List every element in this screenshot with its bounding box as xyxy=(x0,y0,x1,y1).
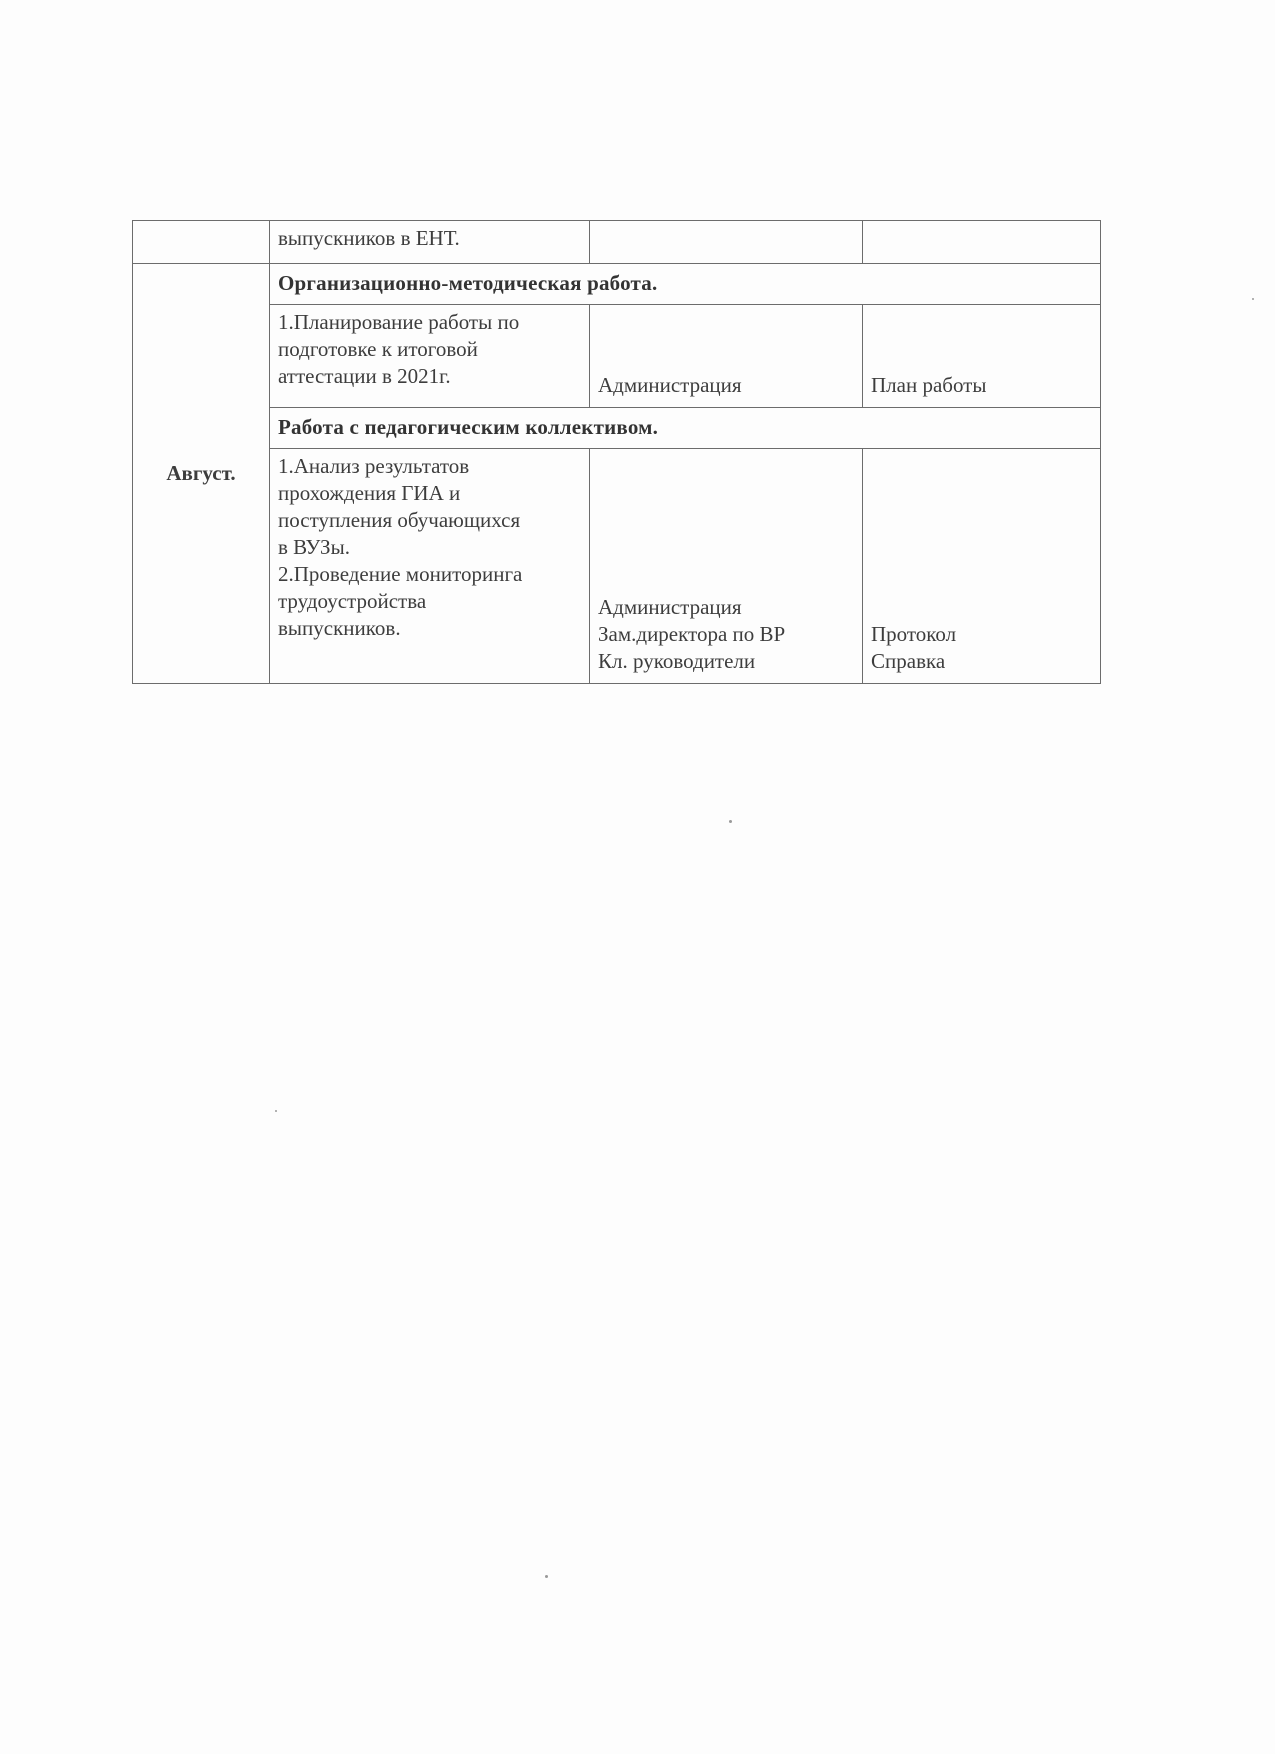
responsible-cell xyxy=(590,305,863,408)
result-cell xyxy=(863,221,1101,264)
responsible-line: Администрация xyxy=(598,373,742,397)
month-cell xyxy=(133,264,270,684)
section-title xyxy=(270,264,1101,305)
section-header-row xyxy=(133,264,1101,305)
result-line: Справка xyxy=(871,649,946,673)
scan-speck xyxy=(545,1575,548,1578)
result-cell xyxy=(863,449,1101,684)
content-line: 1.Анализ результатов xyxy=(278,454,470,478)
content-line: 1.Планирование работы по xyxy=(278,310,520,334)
responsible-line: Администрация xyxy=(598,595,742,619)
result-line: Протокол xyxy=(871,622,957,646)
work-plan-table xyxy=(132,220,1101,684)
month-label: Август. xyxy=(166,461,236,485)
result-line: План работы xyxy=(871,373,987,397)
content-cell xyxy=(270,221,590,264)
content-line: 2.Проведение мониторинга xyxy=(278,562,523,586)
content-line: в ВУЗы. xyxy=(278,535,350,559)
content-line: трудоустройства xyxy=(278,589,427,613)
section-title-text: Работа с педагогическим коллективом. xyxy=(278,415,659,439)
section-header-row xyxy=(133,408,1101,449)
content-line: подготовке к итоговой xyxy=(278,337,478,361)
month-cell-empty xyxy=(133,221,270,264)
scan-speck xyxy=(729,820,732,823)
responsible-line: Зам.директора по ВР xyxy=(598,622,786,646)
responsible-cell xyxy=(590,449,863,684)
content-line: аттестации в 2021г. xyxy=(278,364,451,388)
content-text: выпускников в ЕНТ. xyxy=(278,226,460,250)
content-cell xyxy=(270,449,590,684)
content-line: прохождения ГИА и xyxy=(278,481,461,505)
table-row xyxy=(133,305,1101,408)
content-line: поступления обучающихся xyxy=(278,508,521,532)
responsible-cell xyxy=(590,221,863,264)
content-cell xyxy=(270,305,590,408)
table-row xyxy=(133,449,1101,684)
scan-speck xyxy=(275,1110,277,1112)
result-cell xyxy=(863,305,1101,408)
section-title xyxy=(270,408,1101,449)
responsible-line: Кл. руководители xyxy=(598,649,756,673)
table-row xyxy=(133,221,1101,264)
section-title-text: Организационно-методическая работа. xyxy=(278,271,658,295)
scan-speck xyxy=(1252,298,1254,300)
content-line: выпускников. xyxy=(278,616,401,640)
